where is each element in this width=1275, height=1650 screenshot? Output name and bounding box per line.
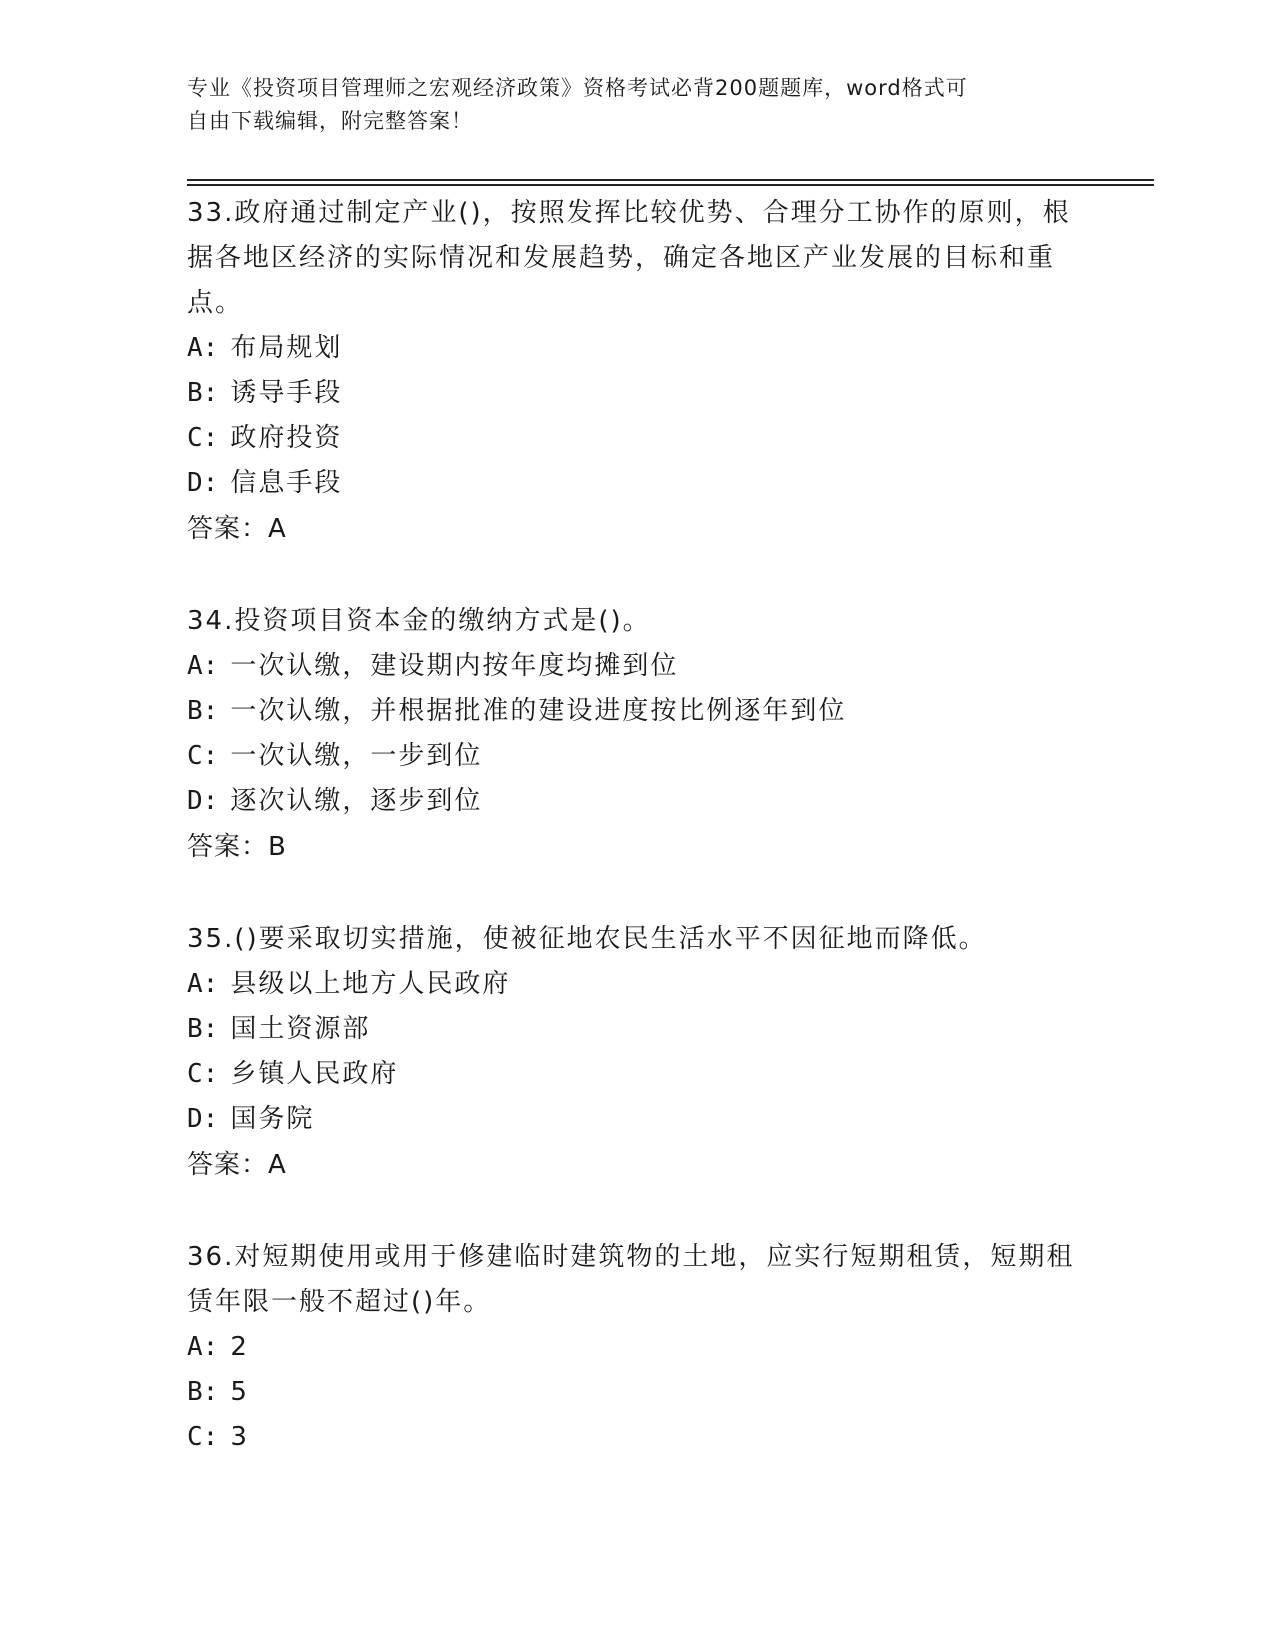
- option-text: 诱导手段: [230, 378, 343, 408]
- option-key: C:: [187, 1422, 219, 1452]
- option-key: D:: [187, 1104, 219, 1134]
- answer-line: 答案：B: [187, 832, 287, 862]
- question-stem: 35.()要采取切实措施，使被征地农民生活水平不因征地而降低。: [187, 924, 987, 954]
- question-block: [187, 917, 1087, 1188]
- answer-line: 答案：A: [187, 514, 287, 544]
- option-text: 布局规划: [230, 333, 343, 363]
- header-line-2: 自由下载编辑，附完整答案！: [187, 109, 473, 133]
- question-block: [187, 191, 1087, 552]
- option-d: [187, 1097, 1087, 1142]
- option-key: B:: [187, 1014, 219, 1044]
- question-block: [187, 599, 1087, 870]
- answer-line: 答案：A: [187, 1150, 287, 1180]
- option-text: 乡镇人民政府: [230, 1059, 399, 1089]
- option-b: [187, 371, 1087, 416]
- option-c: [187, 734, 1087, 779]
- option-text: 2: [230, 1332, 249, 1362]
- option-c: [187, 416, 1087, 461]
- option-text: 国务院: [230, 1104, 315, 1134]
- question-list: [187, 191, 1087, 1507]
- header-divider-bottom: [187, 184, 1154, 186]
- option-key: B:: [187, 378, 219, 408]
- option-text: 国土资源部: [230, 1014, 371, 1044]
- document-header: [187, 72, 1067, 138]
- option-text: 5: [230, 1377, 249, 1407]
- option-b: [187, 1370, 1087, 1415]
- option-text: 一次认缴，一步到位: [230, 741, 483, 771]
- option-a: [187, 326, 1087, 371]
- option-key: D:: [187, 786, 219, 816]
- option-text: 一次认缴，建设期内按年度均摊到位: [230, 651, 679, 681]
- option-a: [187, 962, 1087, 1007]
- option-text: 信息手段: [230, 468, 343, 498]
- option-a: [187, 1325, 1087, 1370]
- option-d: [187, 461, 1087, 506]
- option-d: [187, 779, 1087, 824]
- option-key: C:: [187, 741, 219, 771]
- option-key: A:: [187, 1332, 219, 1362]
- header-divider-top: [187, 179, 1154, 181]
- question-stem: 36.对短期使用或用于修建临时建筑物的土地，应实行短期租赁，短期租赁年限一般不超过()年。: [187, 1242, 1075, 1317]
- option-c: [187, 1415, 1087, 1460]
- option-c: [187, 1052, 1087, 1097]
- option-key: C:: [187, 1059, 219, 1089]
- option-text: 一次认缴，并根据批准的建设进度按比例逐年到位: [230, 696, 847, 726]
- question-stem: 33.政府通过制定产业()，按照发挥比较优势、合理分工协作的原则，根据各地区经济的实际情况和发展趋势，确定各地区产业发展的目标和重点。: [187, 198, 1071, 318]
- option-text: 政府投资: [230, 423, 343, 453]
- option-text: 3: [230, 1422, 249, 1452]
- question-stem: 34.投资项目资本金的缴纳方式是()。: [187, 606, 651, 636]
- option-key: C:: [187, 423, 219, 453]
- option-b: [187, 689, 1087, 734]
- option-text: 县级以上地方人民政府: [230, 969, 511, 999]
- option-key: A:: [187, 651, 219, 681]
- option-key: B:: [187, 696, 219, 726]
- option-key: A:: [187, 333, 219, 363]
- header-line-1: 专业《投资项目管理师之宏观经济政策》资格考试必背200题题库，word格式可: [187, 76, 968, 100]
- question-block: [187, 1235, 1087, 1460]
- option-key: A:: [187, 969, 219, 999]
- option-b: [187, 1007, 1087, 1052]
- option-text: 逐次认缴，逐步到位: [230, 786, 483, 816]
- option-key: D:: [187, 468, 219, 498]
- option-a: [187, 644, 1087, 689]
- option-key: B:: [187, 1377, 219, 1407]
